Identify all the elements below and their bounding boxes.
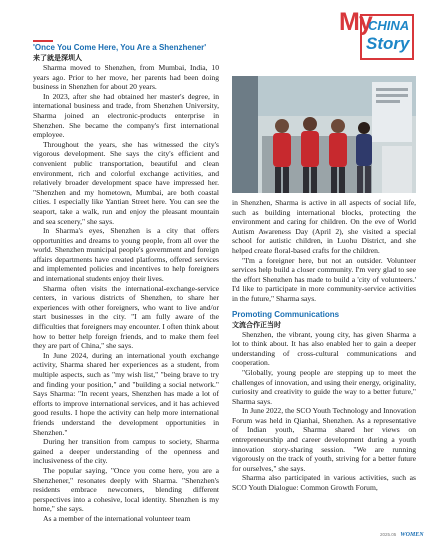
- logo-china: CHINA: [368, 18, 410, 33]
- magazine-brand: WOMEN: [400, 532, 424, 538]
- logo-my: My: [339, 8, 372, 36]
- paragraph: Sharma also participated in various activities, such as SCO Youth Dialogue: Common Growth Forum,: [232, 473, 416, 493]
- paragraph: In 2023, after she had obtained her master's degree, in international business and trade, from Shenzhen University, Sharma joined an electronic-products enterprise in Shenzhen. She became the company's first international employee.: [33, 91, 219, 140]
- section-title: 'Once You Come Here, You Are a Shenzhener': [33, 43, 207, 52]
- my-china-story-logo: [339, 8, 417, 66]
- paragraph: Sharma moved to Shenzhen, from Mumbai, India, 10 years ago. Prior to her move, her parents had been doing business in Shenzhen for about 20 years.: [33, 63, 219, 92]
- paragraph: "I'm a foreigner here, but not an outsider. Volunteer services help build a closer community. I'm very glad to see the effort Shenzhen has made to build a 'city of volunteers.' I'd like to participate in more community-service activities in the future," Sharma says.: [232, 255, 416, 303]
- paragraph: Throughout the years, she has witnessed the city's vigorous development. She says the city's efficient and convenient public transportation, beautiful and clean environment, rich and colorful exchange activities, and relatively broader development space have impressed her. "Shenzhen and my hometown, Mumbai, are both coastal cities. I especially like Yantian Street here. You can see the seaport, take a walk, run and enjoy the pleasant mountain and sea scenery," she says.: [33, 139, 219, 226]
- section-title: Promoting Communications: [232, 309, 340, 319]
- section-rule: [33, 40, 53, 42]
- paragraph: As a member of the international volunteer team: [43, 513, 191, 523]
- section-title-zh: 来了就是深圳人: [33, 54, 82, 62]
- logo-story: Story: [366, 34, 410, 53]
- section-title-zh: 文流合作正当时: [232, 320, 281, 329]
- paragraph: In June 2024, during an international youth exchange activity, Sharma shared her experiences as a student, from multiple aspects, such as "my wish list," "being brave to try and finding your position," and "building a social network." Says Sharma: "In recent years, Shenzhen has made a lot of efforts to improve international services, and it has achieved good results. I hope the activity can help more international friends understand the development opportunities in Shenzhen.": [33, 350, 219, 437]
- right-column: [232, 198, 416, 493]
- paragraph: In June 2022, the SCO Youth Technology and Innovation Forum was held in Qianhai, Shenzhen. As a representative of Indian youth, Sharma shared her views on entrepreneurship and career development during a youth innovation story-sharing session. "We are running vigorously on the track of youth, striving for a better future for ourselves," she says.: [232, 406, 416, 473]
- left-column: [33, 43, 219, 524]
- paragraph: Sharma often visits the international-exchange-service centers, in various districts of Shenzhen, to share her experiences with other foreigners, who want to live and/or start businesses in the city. "I am fully aware of the difficulties that foreigners may encounter. I often think about how to better help foreign friends, and to make them feel they are part of China," she says.: [33, 283, 219, 351]
- volunteers-photo: [232, 76, 416, 193]
- paragraph: In Sharma's eyes, Shenzhen is a city that offers opportunities and dreams to young people, from all over the world. Shenzhen municipal people's government and foreign affairs departments have created platforms, offered services and implemented policies and incentives to help foreigners and international students enjoy their lives.: [33, 226, 219, 284]
- paragraph: During her transition from campus to society, Sharma gained a deeper understanding of the openness and inclusiveness of the city.: [33, 437, 219, 466]
- paragraph: in Shenzhen, Sharma is active in all aspects of social life, such as building international blocks, protecting the environment and caring for children. On the eve of World Autism Awareness Day (April 2), she visited a special school for autistic children, in Luohu District, and she helped create floral-based crafts for the children.: [232, 198, 416, 255]
- page-footer: [380, 532, 424, 538]
- paragraph: "Globally, young people are stepping up to meet the challenges of innovation, and using their energy, originality, curiosity and creativity to guide the way to a better future," Sharma says.: [232, 367, 416, 406]
- paragraph: The popular saying, "Once you come here, you are a Shenzhener," resonates deeply with Sharma. "Shenzhen's residents embrace newcomers, blending different perspectives into a cohesive, local identity. Shenzhen is my home," she says.: [33, 465, 219, 514]
- issue-date: 2025.05: [380, 532, 397, 537]
- paragraph: Shenzhen, the vibrant, young city, has given Sharma a lot to think about. It has also enabled her to gain a deeper understanding of cross-cultural communications and cooperation.: [232, 329, 416, 368]
